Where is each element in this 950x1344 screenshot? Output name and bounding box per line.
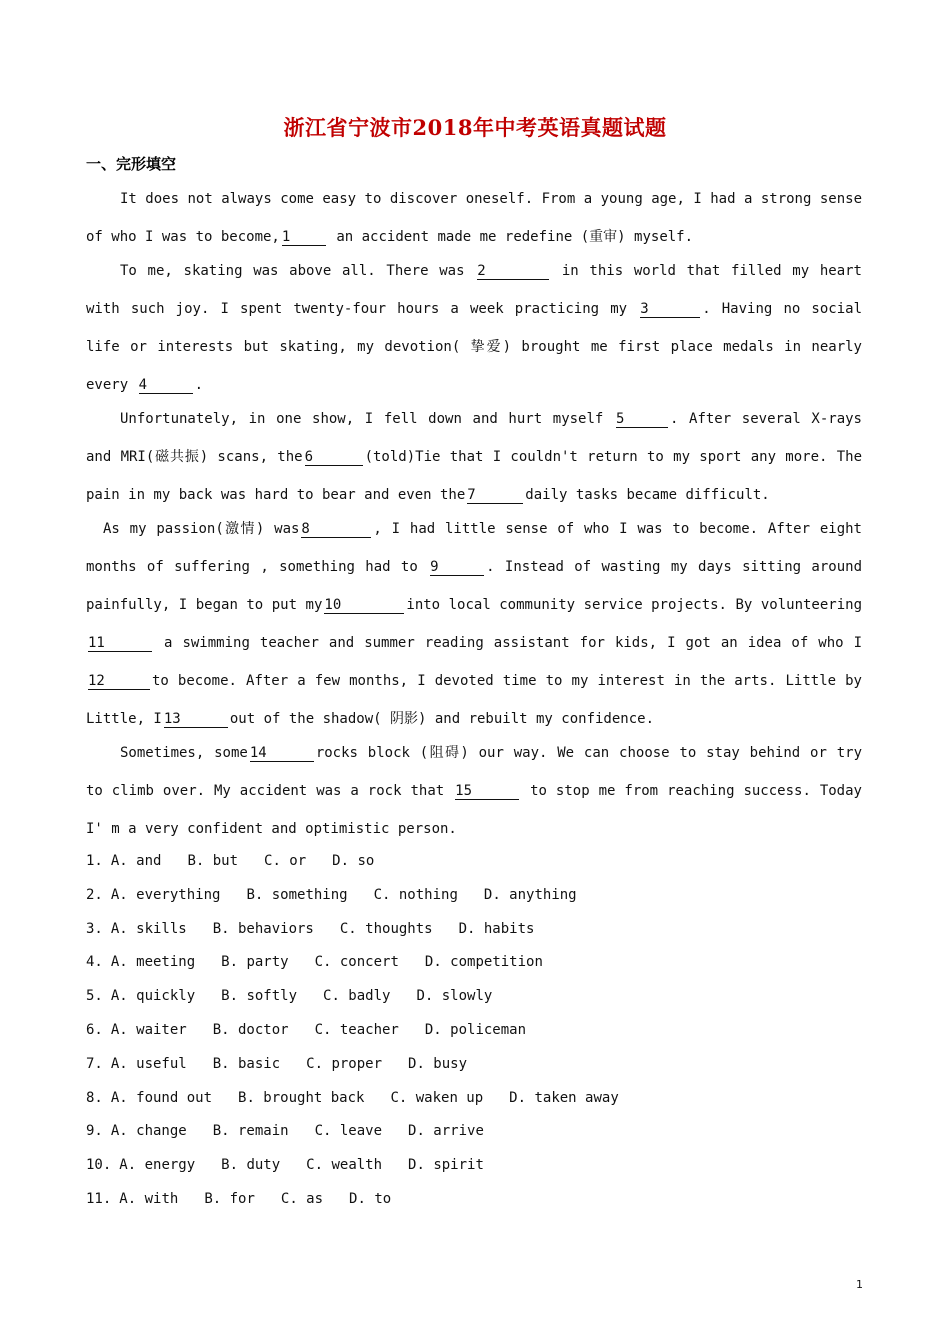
- answer-option: B. but: [187, 853, 239, 869]
- blank-8: 8: [301, 521, 371, 538]
- answer-option: B. softly: [221, 988, 298, 1005]
- question-row: [86, 1017, 645, 1051]
- answer-option: C. nothing: [373, 886, 458, 903]
- answer-option: B. behaviors: [212, 920, 314, 937]
- answer-option: A. meeting: [110, 954, 196, 971]
- question-row: [86, 1118, 645, 1152]
- answer-option: A. waiter: [110, 1021, 187, 1038]
- answer-option: A. energy: [119, 1157, 196, 1174]
- blank-9: 9: [430, 559, 484, 576]
- answer-option: C. waken up: [390, 1089, 484, 1106]
- passage-text: an accident made me redefine (重审) myself.: [336, 229, 694, 245]
- answer-option: D. so: [332, 853, 375, 869]
- question-number: 4.: [86, 954, 103, 971]
- blank-6: 6: [305, 449, 363, 466]
- section-heading: 一、完形填空: [86, 155, 177, 173]
- question-row: [86, 983, 645, 1017]
- question-number: 6.: [86, 1021, 103, 1038]
- paragraph-3: [86, 400, 862, 514]
- question-row: [86, 916, 645, 950]
- passage-text: out of the shadow( 阴影) and rebuilt my confidence.: [229, 711, 655, 727]
- answer-option: A. change: [110, 1123, 187, 1140]
- blank-2: 2: [477, 263, 549, 280]
- answer-option: C. or: [264, 853, 307, 869]
- answer-option: C. wealth: [306, 1157, 383, 1174]
- answer-option: A. and: [110, 853, 162, 869]
- answer-option: D. policeman: [424, 1021, 527, 1038]
- passage-text: It does not always come easy to discover oneself. From a young age, I had a strong sense of who I was to become,: [86, 191, 862, 245]
- passage-text: To me, skating was above all. There was: [120, 263, 465, 279]
- answer-option: B. doctor: [212, 1021, 289, 1038]
- cloze-passage: [86, 180, 862, 848]
- paragraph-4: [86, 510, 862, 738]
- passage-text: As my passion(激情) was: [103, 521, 300, 537]
- answer-option: A. found out: [110, 1089, 213, 1106]
- blank-12: 12: [88, 673, 150, 690]
- passage-text: daily tasks became difficult.: [525, 487, 770, 503]
- question-row: [86, 882, 645, 916]
- question-number: 10.: [86, 1157, 112, 1174]
- answer-option: C. leave: [314, 1123, 383, 1140]
- passage-text: rocks block (阻碍) our way. We can choose to stay behind or try to climb over. My accident was a rock that: [86, 745, 862, 799]
- passage-text: .: [194, 377, 204, 393]
- passage-text: . Having no social life or interests but skating, my devotion( 挚爱) brought me first place medals in nearly every: [86, 301, 862, 393]
- answer-option: C. badly: [323, 988, 391, 1005]
- passage-text: in this world that filled my heart with such joy. I spent twenty-four hours a week practicing my: [86, 263, 862, 317]
- paragraph-5: [86, 734, 862, 848]
- passage-text: , I had little sense of who I was to become. After eight months of suffering , something had to: [86, 521, 862, 575]
- question-row: [86, 1152, 645, 1186]
- answer-option: B. basic: [212, 1055, 281, 1072]
- answer-option: D. competition: [424, 954, 543, 971]
- blank-1: 1: [282, 229, 326, 246]
- passage-text: . Instead of wasting my days sitting around painfully, I began to put my: [86, 559, 863, 613]
- question-number: 7.: [86, 1055, 103, 1072]
- question-number: 11.: [86, 1190, 112, 1207]
- blank-3: 3: [640, 301, 700, 318]
- question-number: 1.: [86, 853, 103, 869]
- answer-option: C. as: [280, 1190, 324, 1207]
- answer-option: B. something: [246, 886, 348, 903]
- answer-option: D. arrive: [408, 1123, 484, 1140]
- blank-4: 4: [139, 377, 193, 394]
- answer-option: A. quickly: [110, 988, 196, 1005]
- paragraph-1: [86, 180, 862, 256]
- question-number: 9.: [86, 1123, 103, 1140]
- blank-10: 10: [324, 597, 404, 614]
- page-number: 1: [856, 1278, 863, 1291]
- passage-text: . After several X-rays and MRI(磁共振) scans, the: [86, 411, 862, 465]
- answer-option: D. slowly: [416, 988, 493, 1005]
- answer-option: A. useful: [110, 1055, 187, 1072]
- blank-11: 11: [88, 635, 152, 652]
- blank-7: 7: [467, 487, 523, 504]
- paragraph-2: [86, 252, 862, 404]
- passage-text: into local community service projects. By volunteering: [406, 597, 862, 613]
- answer-option: A. with: [119, 1190, 179, 1207]
- question-row: [86, 949, 645, 983]
- question-number: 2.: [86, 886, 103, 903]
- answer-option: D. spirit: [408, 1157, 484, 1174]
- passage-text: to become. After a few months, I devoted time to my interest in the arts. Little by Little, I: [86, 673, 862, 727]
- answer-option: B. brought back: [238, 1089, 365, 1106]
- answer-option: C. teacher: [314, 1021, 399, 1038]
- passage-text: a swimming teacher and summer reading assistant for kids, I got an idea of who I: [164, 635, 862, 651]
- passage-text: to stop me from reaching success. Today I' m a very confident and optimistic person.: [86, 783, 862, 837]
- blank-14: 14: [250, 745, 314, 762]
- answer-option: D. to: [349, 1190, 392, 1207]
- answer-option: B. duty: [221, 1157, 281, 1174]
- answer-option: C. proper: [306, 1055, 383, 1072]
- blank-13: 13: [164, 711, 228, 728]
- blank-5: 5: [616, 411, 668, 428]
- answer-option: B. remain: [212, 1123, 289, 1140]
- answer-options: [86, 848, 645, 1220]
- question-number: 5.: [86, 988, 103, 1005]
- answer-option: C. thoughts: [339, 920, 433, 937]
- answer-option: A. skills: [110, 920, 187, 937]
- passage-text: (told)Tie that I couldn't return to my sport any more. The pain in my back was hard to bear and even the: [86, 449, 863, 503]
- answer-option: B. party: [221, 954, 289, 971]
- answer-option: D. taken away: [509, 1089, 619, 1106]
- answer-option: D. habits: [458, 920, 535, 937]
- page-title: 浙江省宁波市2018年中考英语真题试题: [283, 115, 667, 140]
- question-row: [86, 1051, 645, 1085]
- answer-option: C. concert: [314, 954, 399, 971]
- question-row: [86, 1085, 645, 1119]
- answer-option: D. anything: [483, 886, 577, 903]
- passage-text: Sometimes, some: [120, 745, 248, 761]
- answer-option: D. busy: [408, 1055, 468, 1072]
- question-number: 3.: [86, 920, 103, 937]
- answer-option: B. for: [204, 1190, 255, 1207]
- answer-option: A. everything: [110, 886, 221, 903]
- passage-text: Unfortunately, in one show, I fell down and hurt myself: [120, 411, 604, 427]
- question-row: [86, 1186, 645, 1220]
- question-row: [86, 848, 645, 882]
- question-number: 8.: [86, 1089, 103, 1106]
- blank-15: 15: [455, 783, 519, 800]
